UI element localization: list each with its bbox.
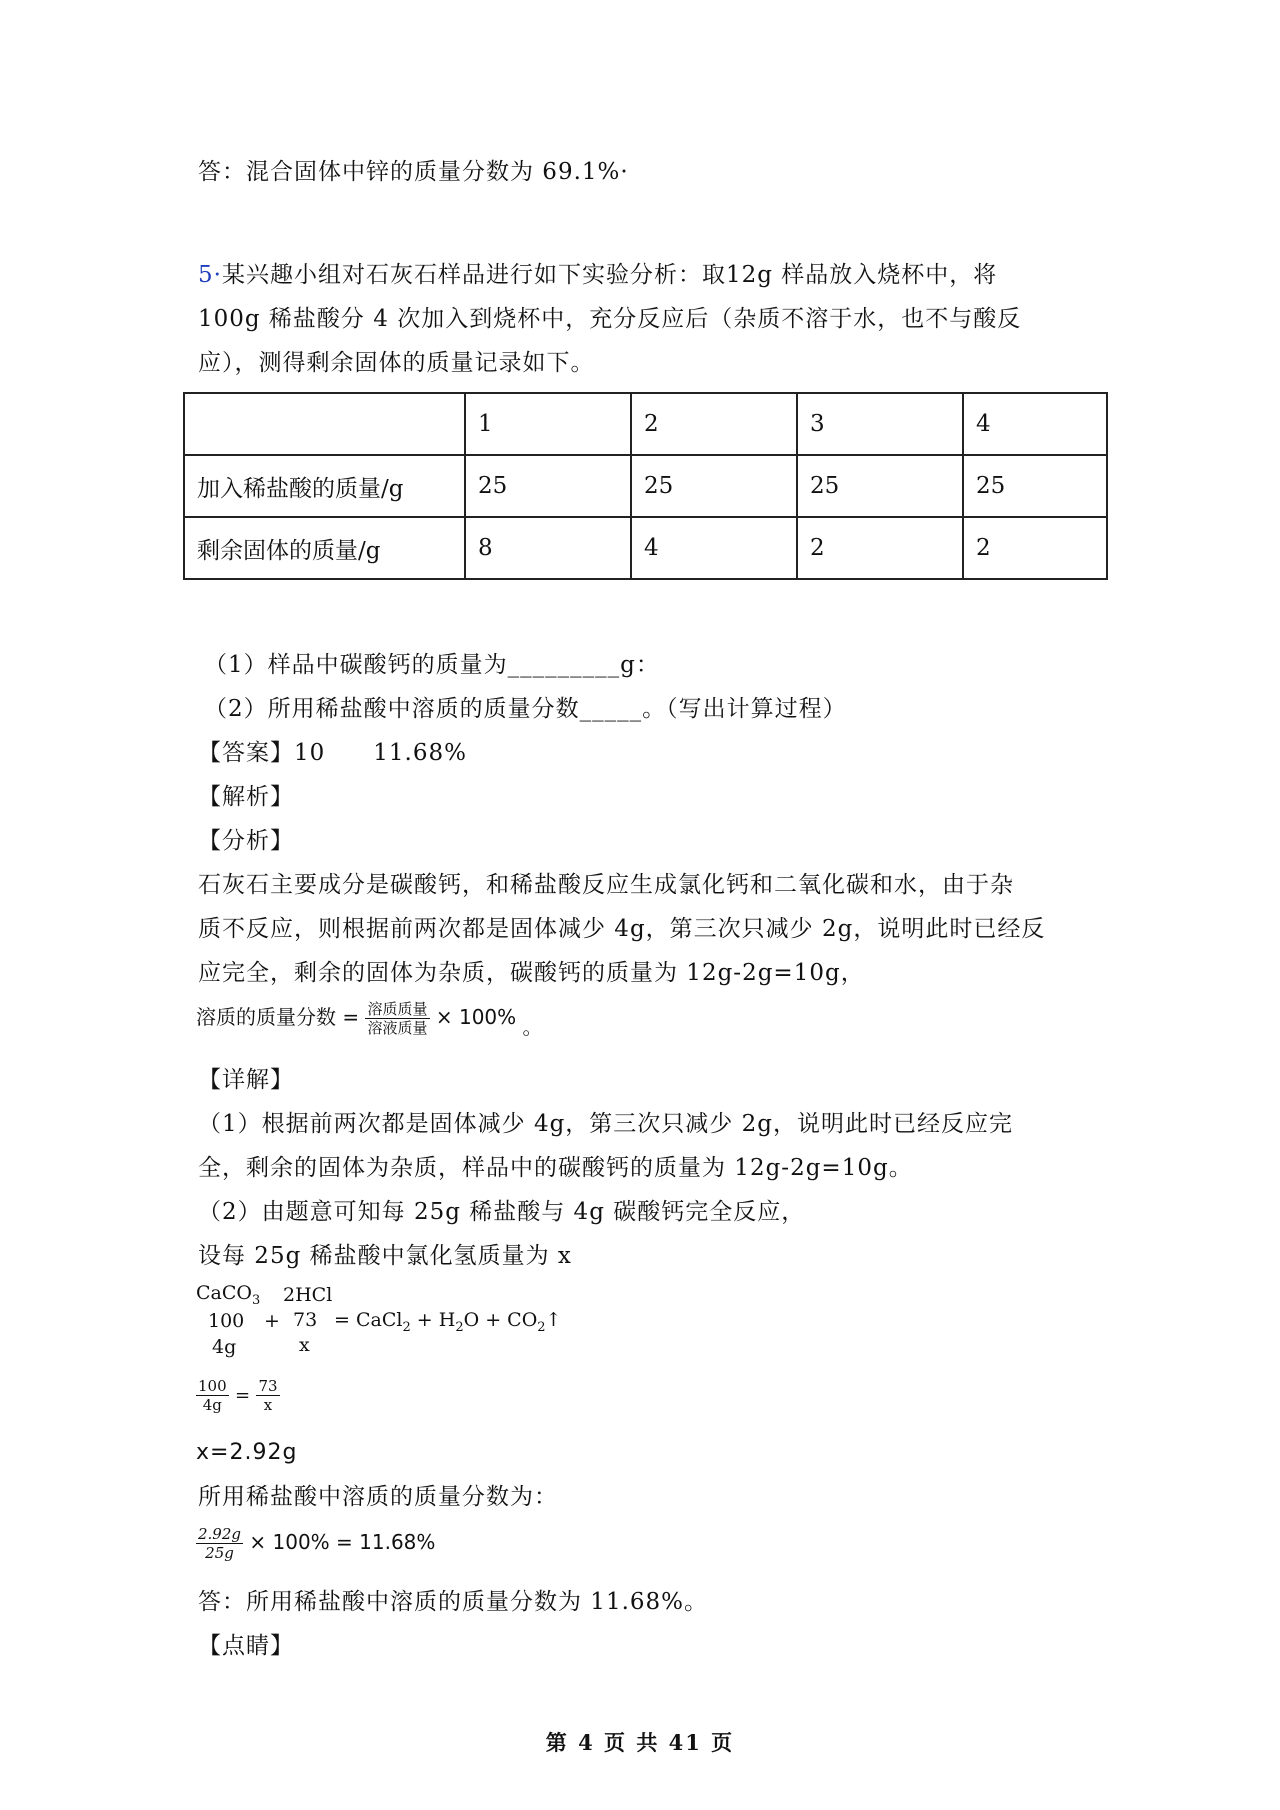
ratio-equation — [196, 1377, 280, 1414]
product-cacl2: = CaCl — [334, 1309, 403, 1331]
caco3-subscript: 3 — [251, 1292, 261, 1308]
question-line-1 — [198, 260, 997, 290]
experiment-table — [183, 392, 1108, 580]
mass-fraction-formula — [196, 1000, 543, 1037]
calc-denominator: 25g — [205, 1544, 234, 1562]
caco3-formula: CaCO — [196, 1282, 252, 1304]
table-cell: 25 — [963, 455, 1107, 517]
mass-fraction-label: 所用稀盐酸中溶质的质量分数为： — [198, 1484, 558, 1510]
table-cell: 加入稀盐酸的质量/g — [184, 455, 465, 517]
calc-equation — [196, 1525, 435, 1562]
molar-mass-hcl: 73 — [293, 1309, 318, 1331]
gas-arrow: ↑ — [545, 1309, 562, 1331]
ratio-left-denominator: 4g — [202, 1396, 222, 1414]
xiangjie-heading: 【详解】 — [198, 1067, 294, 1093]
reactant-hcl: 2HCl — [283, 1284, 333, 1306]
analysis-line-2: 质不反应，则根据前两次都是固体减少 4g，第三次只减少 2g，说明此时已经反 — [198, 916, 1046, 942]
table-cell: 2 — [797, 517, 963, 579]
sub-question-2: （2）所用稀盐酸中溶质的质量分数_____。（写出计算过程） — [204, 696, 847, 722]
table-cell: 1 — [465, 393, 631, 455]
dianjing-heading: 【点睛】 — [198, 1633, 294, 1659]
table-row — [184, 517, 1107, 579]
formula-fraction — [365, 1000, 429, 1037]
jiexi-heading: 【解析】 — [198, 784, 294, 810]
table-cell: 2 — [631, 393, 797, 455]
table-header-row — [184, 393, 1107, 455]
ratio-left — [196, 1377, 229, 1414]
fenxi-heading: 【分析】 — [198, 828, 294, 854]
formula-numerator: 溶质质量 — [367, 1000, 428, 1018]
previous-answer: 答：混合固体中锌的质量分数为 69.1%· — [198, 159, 629, 185]
x-result: x=2.92g — [196, 1440, 298, 1465]
table-cell: 4 — [963, 393, 1107, 455]
table-cell: 25 — [631, 455, 797, 517]
question-number: 5· — [198, 262, 222, 288]
calc-fraction — [196, 1525, 243, 1562]
table-cell: 4 — [631, 517, 797, 579]
ratio-right-numerator: 73 — [258, 1377, 278, 1395]
detail-line-2: 全，剩余的固体为杂质，样品中的碳酸钙的质量为 12g-2g=10g。 — [198, 1155, 913, 1181]
plus-sign: + — [264, 1310, 280, 1332]
mass-caco3: 4g — [212, 1336, 237, 1358]
detail-line-4: 设每 25g 稀盐酸中氯化氢质量为 x — [198, 1243, 572, 1269]
molar-mass-caco3: 100 — [208, 1310, 245, 1332]
ratio-equals: = — [235, 1385, 251, 1406]
table-cell: 2 — [963, 517, 1107, 579]
analysis-line-3: 应完全，剩余的固体为杂质，碳酸钙的质量为 12g-2g=10g， — [198, 960, 865, 986]
mass-hcl: x — [299, 1334, 310, 1356]
calc-rhs: × 100% = 11.68% — [249, 1530, 436, 1554]
table-cell: 25 — [465, 455, 631, 517]
answer-line: 【答案】10 11.68% — [198, 740, 467, 766]
ratio-right-denominator: x — [263, 1396, 273, 1414]
product-o-co: O + CO — [463, 1309, 538, 1331]
calc-numerator: 2.92g — [198, 1525, 242, 1543]
final-answer: 答：所用稀盐酸中溶质的质量分数为 11.68%。 — [198, 1589, 709, 1615]
reaction-equation — [196, 1282, 616, 1362]
ratio-right — [256, 1377, 279, 1414]
table-cell: 剩余固体的质量/g — [184, 517, 465, 579]
table-cell: 8 — [465, 517, 631, 579]
sub-question-1: （1）样品中碳酸钙的质量为_________g： — [204, 652, 660, 678]
formula-lhs: 溶质的质量分数 = — [196, 1005, 360, 1029]
question-line-3: 应），测得剩余固体的质量记录如下。 — [198, 350, 595, 376]
page-footer: 第 4 页 共 41 页 — [545, 1730, 735, 1755]
table-row — [184, 455, 1107, 517]
formula-denominator: 溶液质量 — [367, 1019, 428, 1037]
product-subscript: 2 — [402, 1319, 411, 1335]
reactant-caco3 — [196, 1282, 260, 1308]
product-subscript: 2 — [455, 1319, 464, 1335]
product-subscript: 2 — [537, 1319, 546, 1335]
detail-line-3: （2）由题意可知每 25g 稀盐酸与 4g 碳酸钙完全反应， — [198, 1199, 806, 1225]
product-h: + H — [410, 1309, 456, 1331]
question-text-1: 某兴趣小组对石灰石样品进行如下实验分析：取12g 样品放入烧杯中，将 — [221, 262, 998, 288]
detail-line-1: （1）根据前两次都是固体减少 4g，第三次只减少 2g，说明此时已经反应完 — [198, 1111, 1013, 1137]
ratio-left-numerator: 100 — [198, 1377, 227, 1395]
table-cell: 3 — [797, 393, 963, 455]
products — [334, 1309, 562, 1335]
formula-rhs: × 100% — [435, 1005, 517, 1029]
formula-tail: 。 — [522, 1015, 543, 1039]
question-line-2: 100g 稀盐酸分 4 次加入到烧杯中，充分反应后（杂质不溶于水，也不与酸反 — [198, 306, 1022, 332]
analysis-line-1: 石灰石主要成分是碳酸钙，和稀盐酸反应生成氯化钙和二氧化碳和水，由于杂 — [198, 872, 1014, 898]
table-cell — [184, 393, 465, 455]
table-cell: 25 — [797, 455, 963, 517]
